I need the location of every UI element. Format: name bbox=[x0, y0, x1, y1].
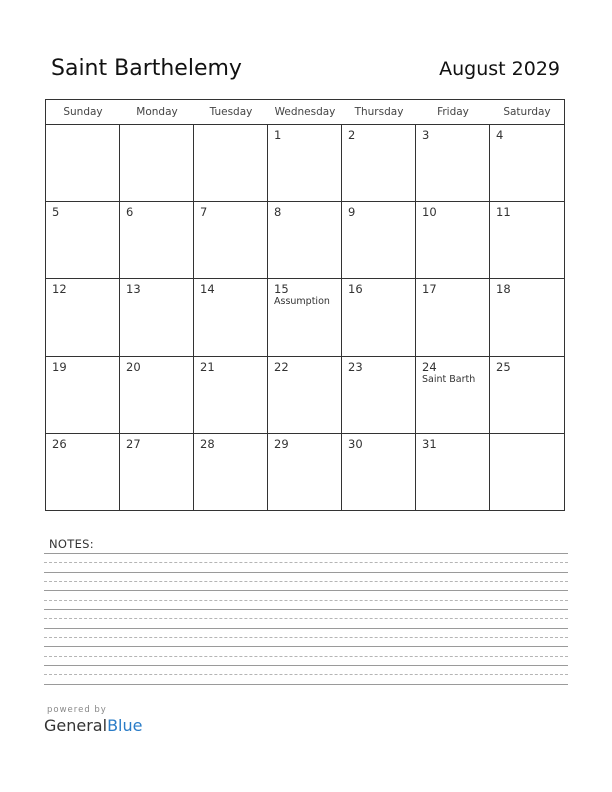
day-number: 24 bbox=[422, 359, 437, 374]
day-cell bbox=[416, 357, 490, 433]
day-cell bbox=[46, 357, 120, 433]
day-cell bbox=[268, 357, 342, 433]
day-number: 25 bbox=[496, 359, 511, 374]
day-cell bbox=[120, 202, 194, 278]
day-number: 23 bbox=[348, 359, 363, 374]
day-cell bbox=[194, 202, 268, 278]
day-cell bbox=[268, 279, 342, 355]
weeks bbox=[46, 125, 564, 511]
day-number: 5 bbox=[52, 205, 60, 220]
day-number: 4 bbox=[496, 128, 504, 142]
day-number: 20 bbox=[126, 359, 141, 374]
weekday-sunday: Sunday bbox=[63, 106, 103, 118]
day-number: 21 bbox=[200, 359, 215, 374]
day-number: 12 bbox=[52, 282, 67, 297]
day-cell bbox=[194, 125, 268, 201]
day-cell bbox=[120, 125, 194, 201]
notes-line bbox=[44, 609, 568, 610]
day-cell bbox=[194, 279, 268, 355]
day-cell bbox=[46, 125, 120, 201]
day-number: 1 bbox=[274, 128, 282, 142]
week-row bbox=[46, 202, 564, 279]
notes-line bbox=[44, 628, 568, 629]
week-row bbox=[46, 125, 564, 202]
notes-line bbox=[44, 572, 568, 573]
generalblue-logo[interactable] bbox=[44, 716, 142, 736]
day-cell bbox=[342, 279, 416, 355]
calendar-grid bbox=[45, 99, 565, 511]
weekday-saturday: Saturday bbox=[503, 106, 551, 118]
notes-line bbox=[44, 637, 568, 638]
day-number: 17 bbox=[422, 282, 437, 297]
day-number: 8 bbox=[274, 205, 282, 220]
holiday-label: Saint Barth bbox=[422, 373, 476, 385]
notes-line bbox=[44, 674, 568, 675]
notes-line bbox=[44, 656, 568, 657]
day-cell bbox=[342, 434, 416, 511]
notes-line bbox=[44, 590, 568, 591]
day-cell bbox=[490, 279, 564, 355]
day-cell bbox=[268, 125, 342, 201]
day-cell bbox=[120, 279, 194, 355]
notes-line bbox=[44, 684, 568, 685]
weekday-friday: Friday bbox=[437, 106, 469, 118]
day-number: 14 bbox=[200, 282, 215, 297]
day-cell bbox=[416, 279, 490, 355]
weekday-tuesday: Tuesday bbox=[209, 106, 253, 118]
day-cell bbox=[342, 357, 416, 433]
day-number: 3 bbox=[422, 128, 430, 142]
notes-line bbox=[44, 618, 568, 619]
notes-line bbox=[44, 562, 568, 563]
day-cell bbox=[120, 357, 194, 433]
day-cell bbox=[342, 202, 416, 278]
day-cell bbox=[268, 434, 342, 511]
day-number: 30 bbox=[348, 436, 363, 451]
day-number: 6 bbox=[126, 205, 134, 220]
day-number: 2 bbox=[348, 128, 356, 142]
weekday-thursday: Thursday bbox=[354, 106, 404, 118]
week-row bbox=[46, 357, 564, 434]
brand-blue-text: Blue bbox=[107, 716, 143, 735]
day-number: 22 bbox=[274, 359, 289, 374]
notes-line bbox=[44, 553, 568, 554]
weekday-header-row bbox=[46, 100, 564, 125]
day-number: 7 bbox=[200, 205, 208, 220]
day-number: 28 bbox=[200, 436, 215, 451]
weekday-monday: Monday bbox=[136, 106, 178, 118]
notes-line bbox=[44, 646, 568, 647]
holiday-label: Assumption bbox=[274, 296, 330, 308]
day-number: 9 bbox=[348, 205, 356, 220]
day-number: 27 bbox=[126, 436, 141, 451]
day-cell bbox=[46, 434, 120, 511]
brand-general-text: General bbox=[44, 716, 108, 735]
day-number: 26 bbox=[52, 436, 67, 451]
day-number: 10 bbox=[422, 205, 437, 220]
day-cell bbox=[416, 202, 490, 278]
day-number: 19 bbox=[52, 359, 67, 374]
day-cell bbox=[490, 357, 564, 433]
day-cell bbox=[46, 202, 120, 278]
week-row bbox=[46, 434, 564, 511]
powered-by-text: powered by bbox=[47, 705, 107, 715]
day-cell bbox=[490, 434, 564, 511]
day-cell bbox=[46, 279, 120, 355]
notes-line bbox=[44, 665, 568, 666]
day-number: 15 bbox=[274, 282, 289, 297]
day-cell bbox=[490, 125, 564, 201]
day-number: 11 bbox=[496, 205, 511, 220]
day-number: 16 bbox=[348, 282, 363, 297]
day-cell bbox=[416, 125, 490, 201]
day-cell bbox=[194, 357, 268, 433]
notes-line bbox=[44, 600, 568, 601]
notes-label: NOTES: bbox=[49, 537, 94, 551]
day-cell bbox=[416, 434, 490, 511]
day-cell bbox=[342, 125, 416, 201]
day-number: 29 bbox=[274, 436, 289, 451]
day-number: 31 bbox=[422, 436, 437, 451]
week-row bbox=[46, 279, 564, 356]
calendar-title: Saint Barthelemy bbox=[51, 56, 242, 81]
notes-line bbox=[44, 581, 568, 582]
weekday-wednesday: Wednesday bbox=[274, 106, 336, 118]
month-year: August 2029 bbox=[439, 58, 560, 80]
day-number: 13 bbox=[126, 282, 141, 297]
day-cell bbox=[194, 434, 268, 511]
day-cell bbox=[268, 202, 342, 278]
day-cell bbox=[490, 202, 564, 278]
day-number: 18 bbox=[496, 282, 511, 297]
day-cell bbox=[120, 434, 194, 511]
